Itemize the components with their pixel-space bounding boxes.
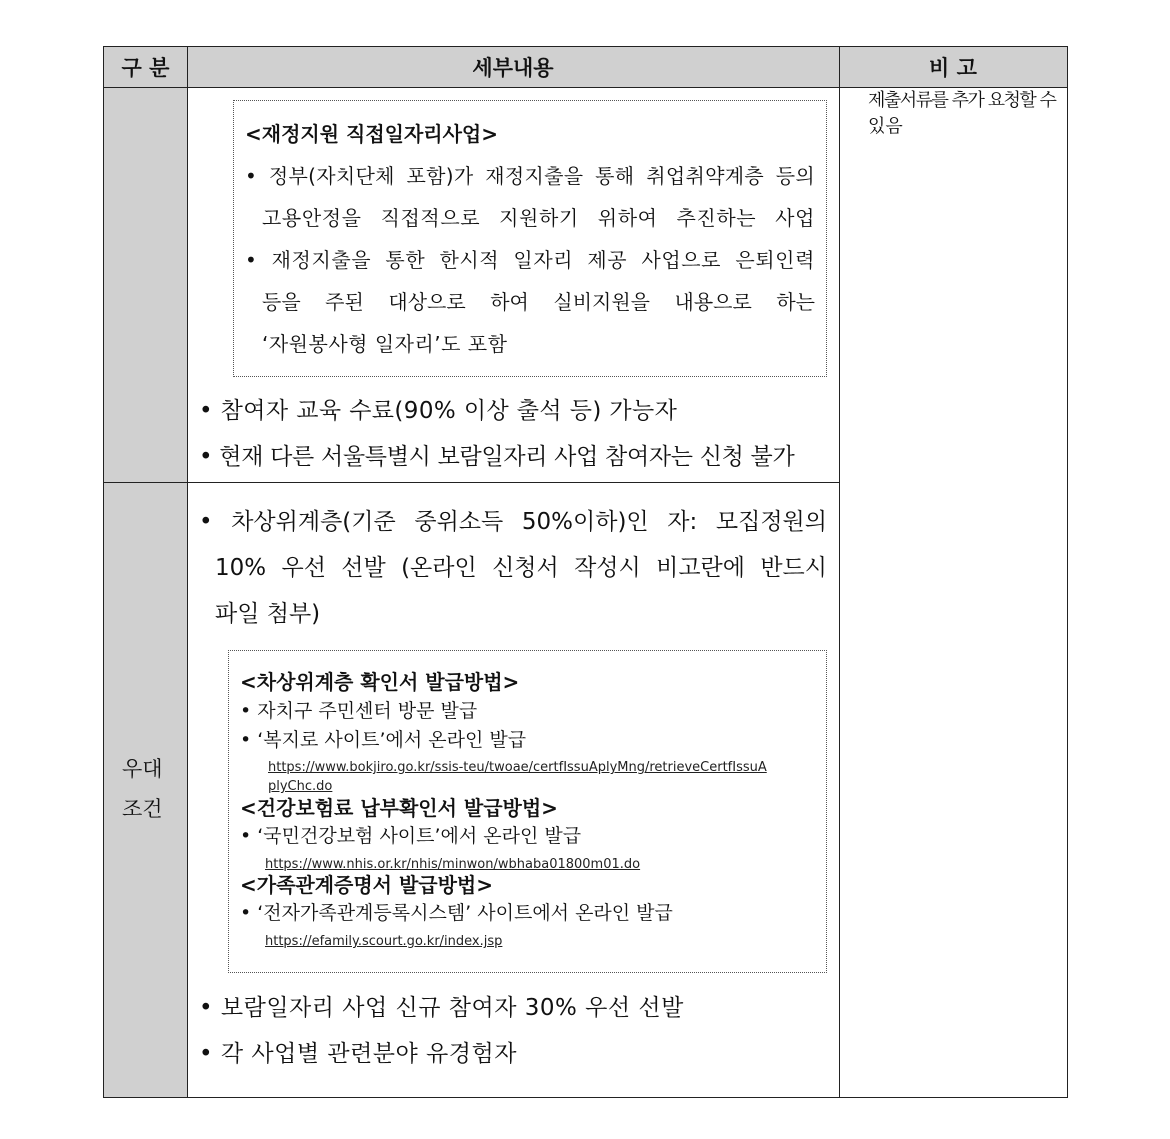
issuance-item: • ‘전자가족관계등록시스템’ 사이트에서 온라인 발급: [240, 902, 673, 924]
header-details-label: 세부내용: [472, 55, 554, 80]
document-issuance-box: [228, 650, 827, 973]
box-line: • 정부(자치단체 포함)가 재정지출을 통해 취업취약계층 등의: [245, 164, 815, 188]
eligibility-bullet: • 현재 다른 서울특별시 보람일자리 사업 참여자는 신청 불가: [199, 444, 795, 470]
header-details: [187, 47, 839, 87]
preference-label: 조건: [122, 797, 163, 821]
eligibility-bullet: • 참여자 교육 수료(90% 이상 출석 등) 가능자: [199, 398, 678, 424]
issuance-title: <건강보험료 납부확인서 발급방법>: [240, 796, 558, 820]
preference-bullet-cont: 파일 첨부): [215, 601, 321, 627]
issuance-item: • ‘국민건강보험 사이트’에서 온라인 발급: [240, 825, 582, 847]
box-line: 등을 주된 대상으로 하여 실비지원을 내용으로 하는: [262, 290, 815, 314]
row-divider: [104, 482, 839, 483]
remarks-note: 있음: [868, 116, 903, 137]
nhis-link[interactable]: https://www.nhis.or.kr/nhis/minwon/wbhaba01800m01.do: [265, 857, 641, 872]
issuance-item: • 자치구 주민센터 방문 발급: [240, 700, 478, 722]
header-category-label: 구 분: [121, 55, 170, 80]
preference-label: 우대: [122, 757, 163, 781]
box-line: • 재정지출을 통한 한시적 일자리 제공 사업으로 은퇴인력: [245, 248, 815, 272]
criteria-table: [103, 46, 1068, 1098]
direct-job-definition-box: [233, 100, 827, 377]
box-title: <재정지원 직접일자리사업>: [245, 122, 498, 146]
box-line: ‘자원봉사형 일자리’도 포함: [262, 332, 508, 356]
issuance-title: <차상위계층 확인서 발급방법>: [240, 670, 520, 694]
preference-bullet: • 보람일자리 사업 신규 참여자 30% 우선 선발: [199, 995, 684, 1021]
bokjiro-link-cont[interactable]: plyChc.do: [268, 779, 333, 794]
remarks-note: 제출서류를 추가 요청할 수: [868, 90, 1056, 111]
preference-bullet: • 각 사업별 관련분야 유경험자: [199, 1041, 517, 1067]
box-line: 고용안정을 직접적으로 지원하기 위하여 추진하는 사업: [262, 206, 815, 230]
header-remarks-label: 비 고: [929, 55, 977, 80]
category-column: [104, 87, 187, 1097]
header-remarks: [839, 47, 1067, 87]
preference-bullet-cont: 10% 우선 선발 (온라인 신청서 작성시 비고란에 반드시: [215, 555, 827, 581]
bokjiro-link[interactable]: https://www.bokjiro.go.kr/ssis-teu/twoae/certfIssuAplyMng/retrieveCertfIssuA: [268, 760, 767, 775]
preference-bullet: • 차상위계층(기준 중위소득 50%이하)인 자: 모집정원의: [199, 509, 827, 535]
issuance-title: <가족관계증명서 발급방법>: [240, 873, 493, 897]
header-category: [104, 47, 187, 87]
efamily-link[interactable]: https://efamily.scourt.go.kr/index.jsp: [265, 934, 503, 949]
col-divider-2: [839, 47, 840, 1097]
col-divider-1: [187, 47, 188, 1097]
issuance-item: • ‘복지로 사이트’에서 온라인 발급: [240, 729, 527, 751]
